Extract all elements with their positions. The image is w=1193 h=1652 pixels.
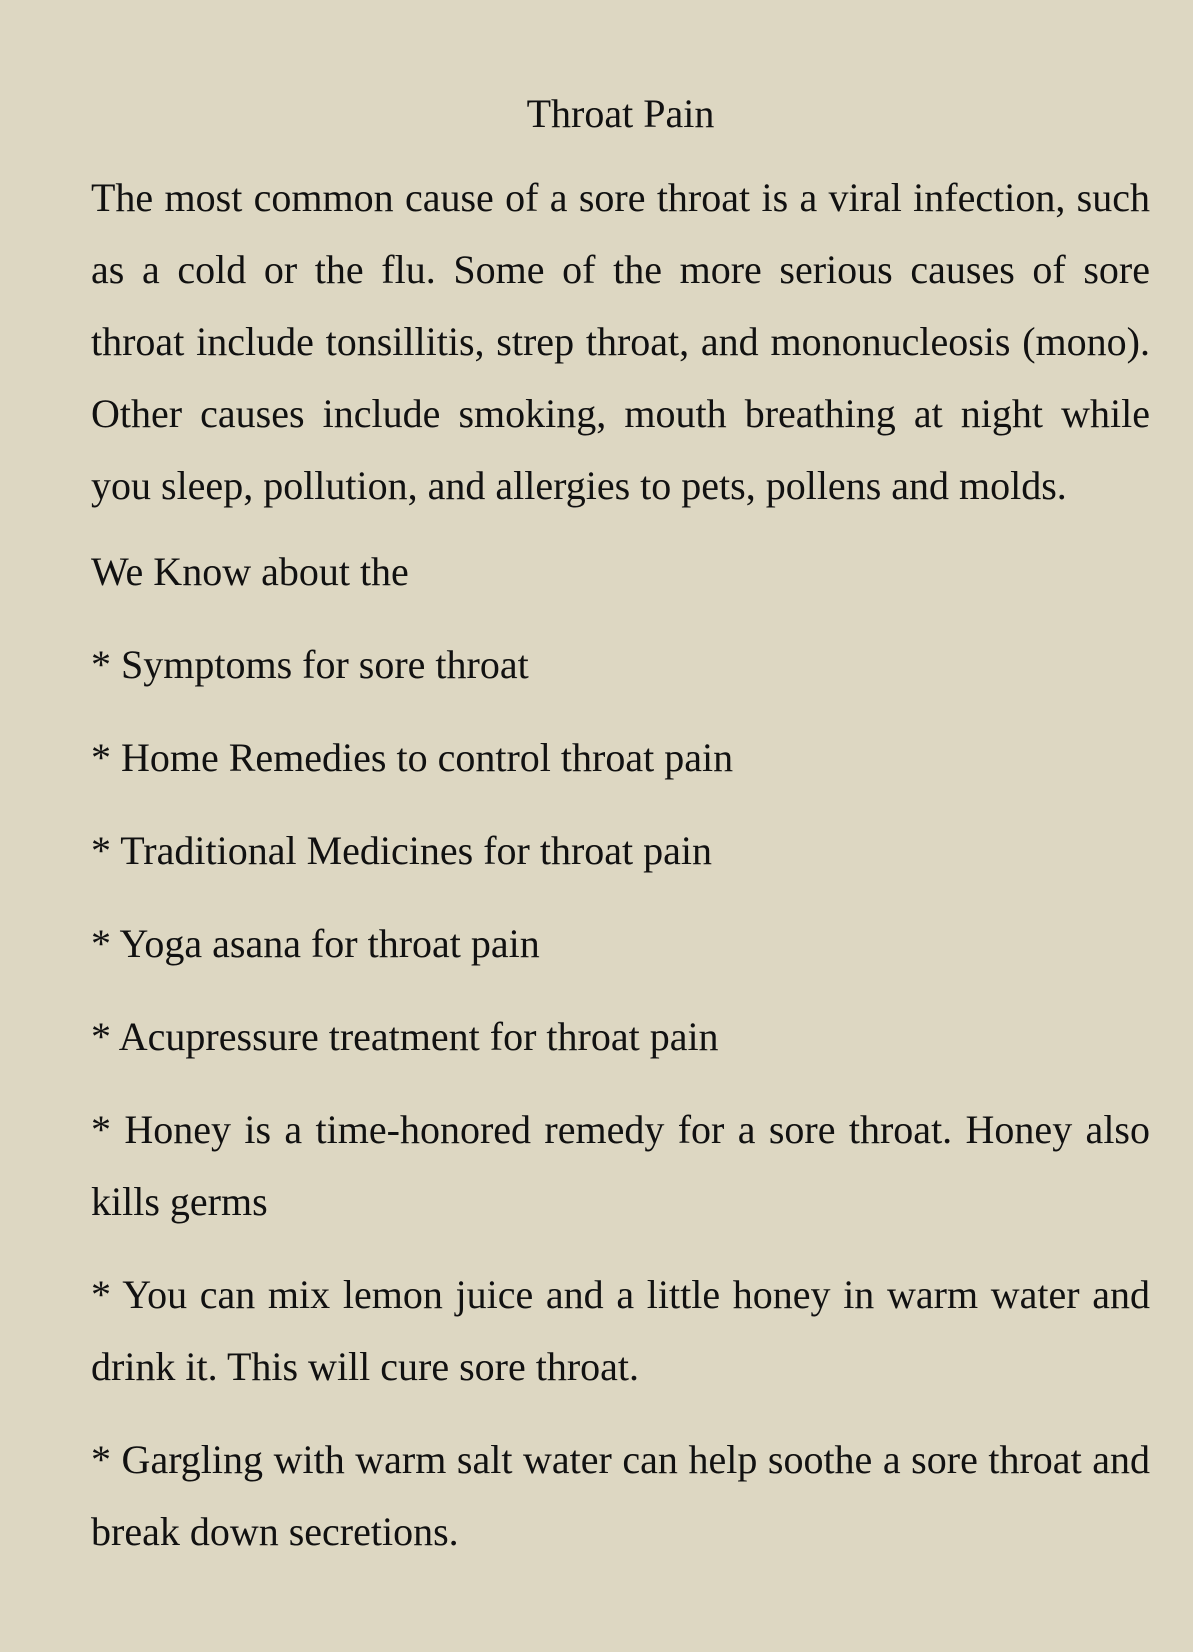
- body-paragraph: The most common cause of a sore throat is a viral infection, such as a cold or the flu. Some of the more serious causes of sore throat include tonsillitis, strep throat, and mononucleosis (mono). Other causes include smoking, mouth breathing at night while you sleep, pollution, and allergies to pets, pollens and molds.: [91, 175, 1150, 508]
- list-item: * Gargling with warm salt water can help soothe a sore throat and break down secretions.: [91, 1437, 1150, 1554]
- list-item: * Traditional Medicines for throat pain: [91, 828, 713, 873]
- list-item: * Home Remedies to control throat pain: [91, 735, 734, 780]
- intro-line: We Know about the: [91, 549, 409, 594]
- list-item: * Yoga asana for throat pain: [91, 921, 540, 966]
- page-title: Throat Pain: [526, 91, 715, 136]
- list-item: * Honey is a time-honored remedy for a sore throat. Honey also kills germs: [91, 1107, 1150, 1224]
- list-item: * You can mix lemon juice and a little honey in warm water and drink it. This will cure sore throat.: [91, 1272, 1150, 1389]
- list-item: * Symptoms for sore throat: [91, 642, 529, 687]
- list-item: * Acupressure treatment for throat pain: [91, 1014, 719, 1059]
